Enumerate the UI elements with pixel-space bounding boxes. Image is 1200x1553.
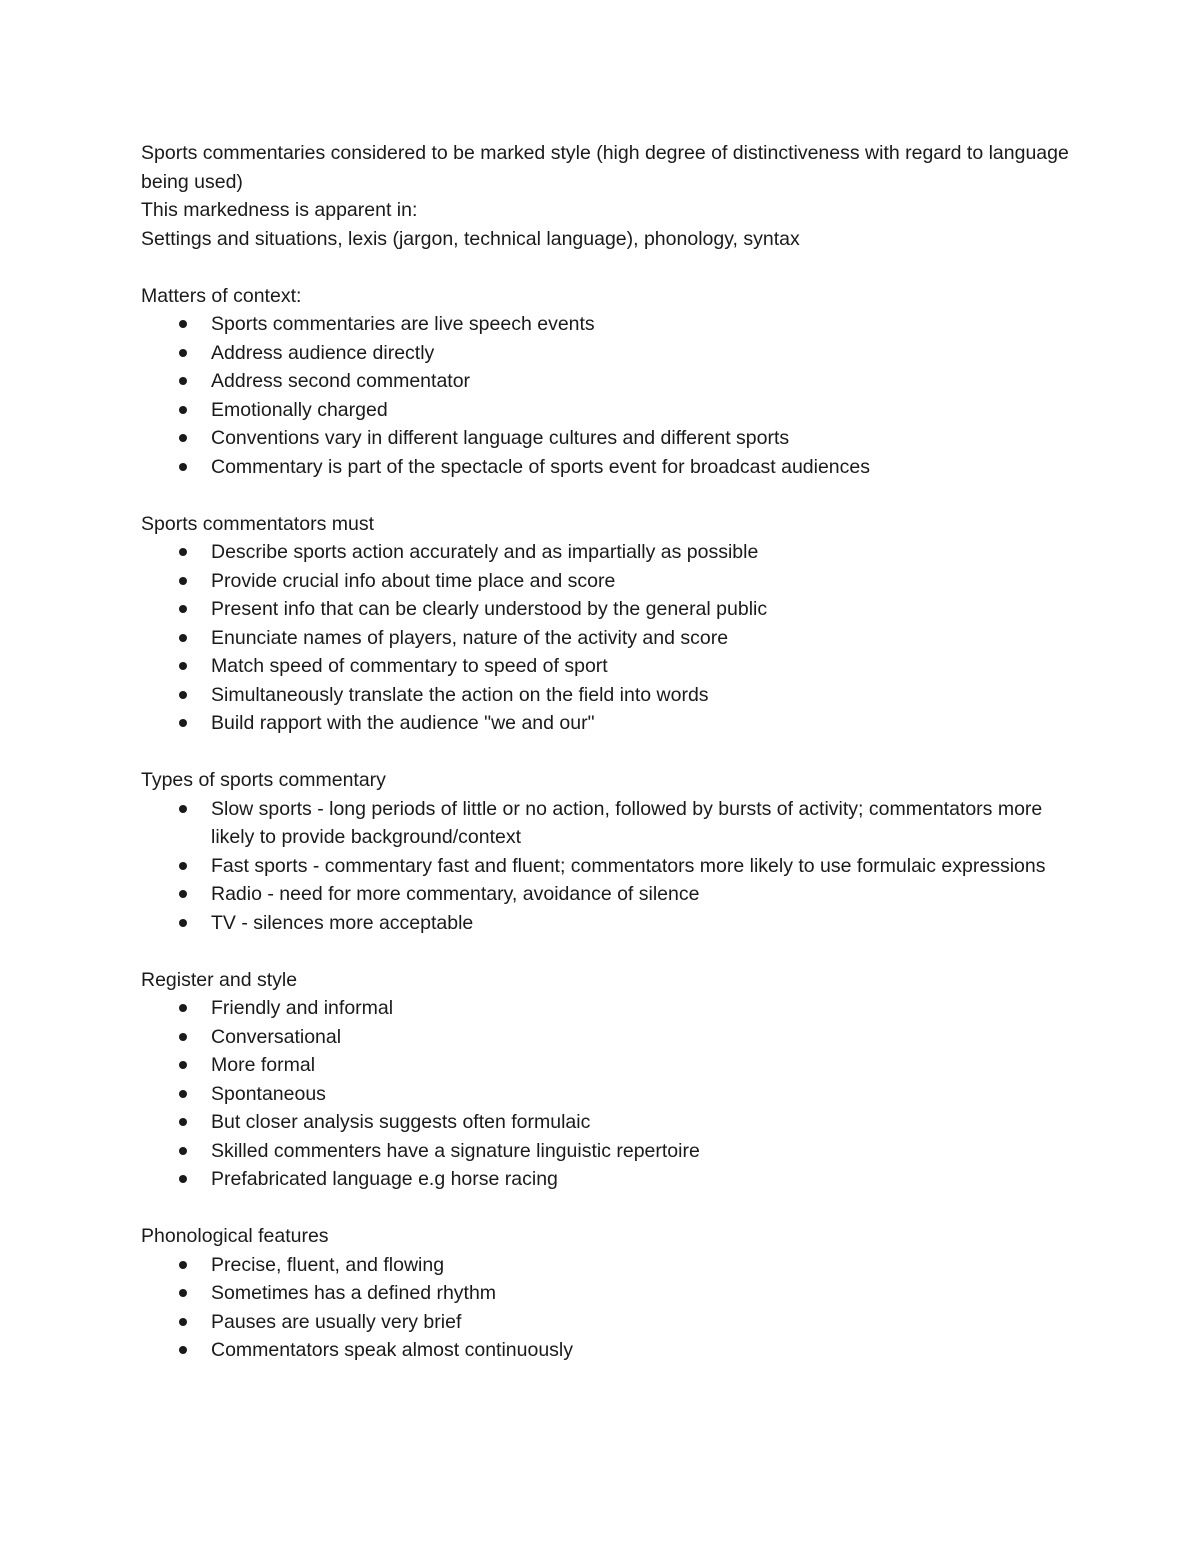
intro-line-3: Settings and situations, lexis (jargon, technical language), phonology, syntax xyxy=(141,227,800,250)
list-item xyxy=(141,1251,1071,1280)
bullet-list xyxy=(141,538,1071,738)
list-item xyxy=(141,994,1071,1023)
list-item-text: Sports commentaries are live speech events xyxy=(211,313,595,335)
list-item xyxy=(141,1336,1071,1365)
list-item-text: Prefabricated language e.g horse racing xyxy=(211,1168,558,1190)
bullet-icon xyxy=(179,1061,187,1069)
bullet-icon xyxy=(179,434,187,442)
section-gap xyxy=(141,738,1071,767)
bullet-icon xyxy=(179,406,187,414)
list-item-text: Pauses are usually very brief xyxy=(211,1310,462,1333)
section-gap xyxy=(141,937,1071,966)
bullet-list xyxy=(141,1251,1071,1365)
bullet-icon xyxy=(179,662,187,670)
bullet-list xyxy=(141,994,1071,1194)
section-register-and-style xyxy=(141,966,1071,1194)
bullet-icon xyxy=(179,548,187,556)
list-item xyxy=(141,652,1071,681)
list-item-text: Match speed of commentary to speed of sport xyxy=(211,655,608,677)
bullet-icon xyxy=(179,1033,187,1041)
list-item-text: But closer analysis suggests often formulaic xyxy=(211,1111,591,1133)
list-item-text: Conversational xyxy=(211,1025,342,1048)
bullet-icon xyxy=(179,1289,187,1297)
list-item-text: Fast sports - commentary fast and fluent; commentators more likely to use formulaic expressions xyxy=(211,854,1046,877)
list-item-text: Address second commentator xyxy=(211,370,471,392)
section-phonological-features xyxy=(141,1222,1071,1365)
list-item-text: Address audience directly xyxy=(211,341,435,364)
bullet-icon xyxy=(179,320,187,328)
list-item-text: Sometimes has a defined rhythm xyxy=(211,1282,497,1304)
list-item xyxy=(141,909,1071,938)
list-item xyxy=(141,624,1071,653)
bullet-icon xyxy=(179,1090,187,1098)
list-item-text: Precise, fluent, and flowing xyxy=(211,1253,445,1276)
list-item-text: Describe sports action accurately and as impartially as possible xyxy=(211,541,759,563)
list-item-text: Skilled commenters have a signature linguistic repertoire xyxy=(211,1139,700,1162)
list-item-text: Conventions vary in different language cultures and different sports xyxy=(211,427,790,449)
list-item xyxy=(141,1137,1071,1166)
section-heading: Phonological features xyxy=(141,1225,329,1247)
section-sports-commentators-must xyxy=(141,510,1071,738)
list-item xyxy=(141,339,1071,368)
list-item xyxy=(141,367,1071,396)
bullet-icon xyxy=(179,691,187,699)
list-item xyxy=(141,1108,1071,1137)
list-item xyxy=(141,1023,1071,1052)
list-item-text: Spontaneous xyxy=(211,1082,326,1105)
section-gap xyxy=(141,253,1071,282)
section-heading: Register and style xyxy=(141,968,298,991)
list-item xyxy=(141,1165,1071,1194)
list-item xyxy=(141,852,1071,881)
bullet-icon xyxy=(179,605,187,613)
list-item xyxy=(141,1051,1071,1080)
list-item-text: Emotionally charged xyxy=(211,398,388,421)
section-gap xyxy=(141,481,1071,510)
list-item-text: Friendly and informal xyxy=(211,997,394,1019)
list-item xyxy=(141,310,1071,339)
list-item-text: TV - silences more acceptable xyxy=(211,911,474,934)
bullet-icon xyxy=(179,1118,187,1126)
list-item xyxy=(141,396,1071,425)
list-item xyxy=(141,795,1071,852)
section-gap xyxy=(141,1194,1071,1223)
bullet-icon xyxy=(179,805,187,813)
section-types-of-sports-commentary xyxy=(141,766,1071,937)
list-item xyxy=(141,567,1071,596)
list-item xyxy=(141,453,1071,482)
list-item xyxy=(141,424,1071,453)
bullet-icon xyxy=(179,634,187,642)
document-page xyxy=(141,139,1071,1365)
bullet-icon xyxy=(179,1261,187,1269)
list-item-text: Radio - need for more commentary, avoidance of silence xyxy=(211,883,700,905)
bullet-icon xyxy=(179,1318,187,1326)
bullet-icon xyxy=(179,1175,187,1183)
list-item xyxy=(141,681,1071,710)
section-heading: Matters of context: xyxy=(141,284,302,307)
list-item-text: Commentators speak almost continuously xyxy=(211,1339,573,1361)
bullet-icon xyxy=(179,349,187,357)
bullet-icon xyxy=(179,719,187,727)
bullet-icon xyxy=(179,463,187,471)
list-item-text: More formal xyxy=(211,1054,316,1076)
intro-line-2: This markedness is apparent in: xyxy=(141,199,418,221)
bullet-icon xyxy=(179,862,187,870)
bullet-icon xyxy=(179,890,187,898)
list-item-text: Present info that can be clearly understood by the general public xyxy=(211,598,768,620)
list-item-text: Commentary is part of the spectacle of sports event for broadcast audiences xyxy=(211,455,871,478)
list-item xyxy=(141,595,1071,624)
list-item xyxy=(141,880,1071,909)
bullet-icon xyxy=(179,1346,187,1354)
bullet-icon xyxy=(179,1147,187,1155)
list-item-text: Provide crucial info about time place and score xyxy=(211,569,616,592)
list-item xyxy=(141,709,1071,738)
list-item-text: Simultaneously translate the action on the field into words xyxy=(211,683,709,706)
list-item xyxy=(141,1080,1071,1109)
list-item xyxy=(141,1279,1071,1308)
list-item-text: Slow sports - long periods of little or no action, followed by bursts of activity; commentators more likely to provide background/context xyxy=(211,797,1043,848)
bullet-icon xyxy=(179,919,187,927)
bullet-icon xyxy=(179,1004,187,1012)
list-item-text: Build rapport with the audience "we and our" xyxy=(211,712,595,734)
list-item-text: Enunciate names of players, nature of the activity and score xyxy=(211,626,729,649)
section-heading: Types of sports commentary xyxy=(141,769,386,791)
intro-line-1: Sports commentaries considered to be marked style (high degree of distinctiveness with regard to language being used) xyxy=(141,142,1069,193)
bullet-list xyxy=(141,795,1071,938)
section-heading: Sports commentators must xyxy=(141,512,374,535)
list-item xyxy=(141,1308,1071,1337)
bullet-icon xyxy=(179,377,187,385)
bullet-list xyxy=(141,310,1071,481)
list-item xyxy=(141,538,1071,567)
section-matters-of-context xyxy=(141,282,1071,482)
bullet-icon xyxy=(179,577,187,585)
